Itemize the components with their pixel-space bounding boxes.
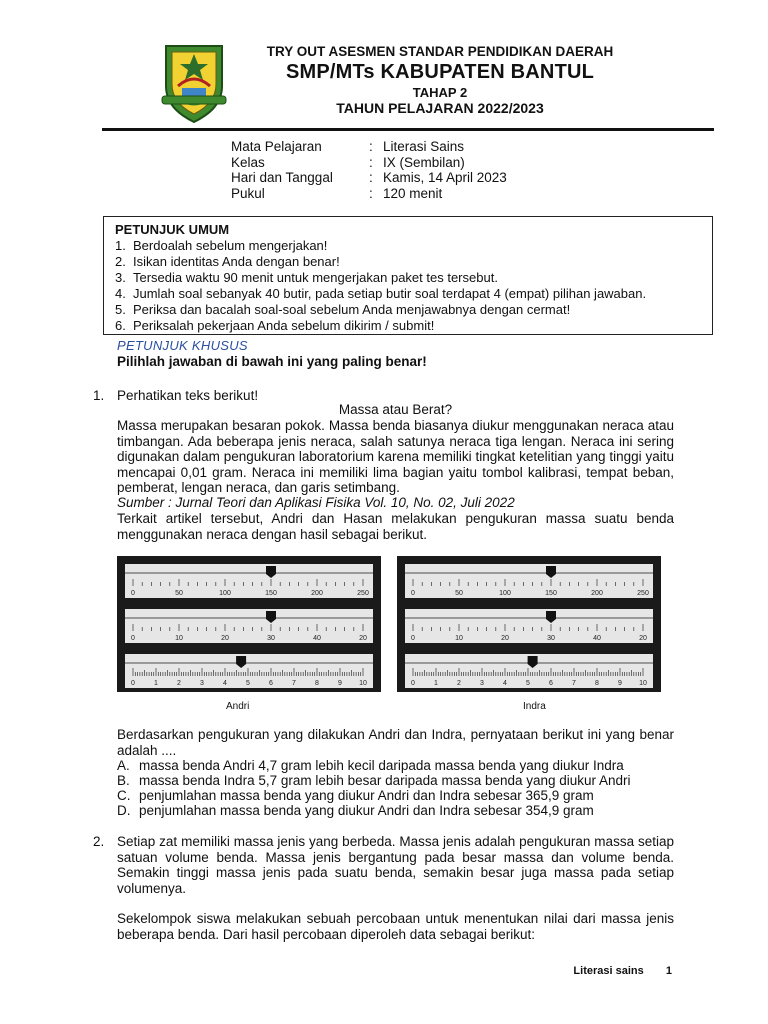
option-text: massa benda Indra 5,7 gram lebih besar daripada massa benda yang diukur Andri (139, 773, 631, 788)
question-body: Setiap zat memiliki massa jenis yang berbeda. Massa jenis adalah pengukuran massa setiap satuan volume benda. Massa jenis bergantung pada besar massa dan volume benda. Semakin tinggi massa jenis pada suatu benda, semakin besar juga massa pada setiap volumenya. (117, 834, 674, 896)
beam (405, 609, 653, 643)
list-item (115, 286, 646, 302)
scale-tick-label: 0 (411, 635, 415, 642)
scale-tick-label: 200 (311, 590, 323, 597)
scale-tick-label: 50 (455, 590, 463, 597)
option-text: massa benda Andri 4,7 gram lebih kecil daripada massa benda yang diukur Indra (139, 758, 624, 773)
scale-tick-label: 0 (131, 635, 135, 642)
question-number: 1. (93, 388, 105, 403)
question-body-2: Sekelompok siswa melakukan sebuah percobaan untuk menentukan nilai dari massa jenis beberapa benda. Dari hasil percobaan diperoleh data sebagai berikut: (117, 911, 674, 942)
scale-tick-label: 0 (411, 590, 415, 597)
scale-tick-label: 3 (480, 680, 484, 687)
question-number: 2. (93, 834, 105, 849)
option-c[interactable] (117, 788, 594, 803)
petunjuk-umum-box (103, 216, 713, 335)
triple-beam-balance-figure (117, 556, 661, 696)
beam-groove (125, 572, 373, 574)
info-value: Literasi Sains (383, 139, 465, 154)
scale-tick-label: 8 (595, 680, 599, 687)
beam-groove (405, 617, 653, 619)
option-a[interactable] (117, 758, 624, 773)
option-letter: A. (117, 758, 130, 773)
scale-tick-label: 150 (545, 590, 557, 597)
scale-tick-label: 10 (455, 635, 463, 642)
option-letter: B. (117, 773, 130, 788)
option-letter: C. (117, 788, 131, 803)
page-number: 1 (665, 965, 672, 977)
panel-label-andri: Andri (226, 701, 250, 712)
scale-tick-label: 0 (131, 680, 135, 687)
scale-tick-label: 20 (359, 635, 367, 642)
list-number: 4. (115, 285, 126, 301)
list-number: 3. (115, 269, 126, 285)
footer-subject: Literasi sains (573, 965, 644, 977)
scale-tick-label: 50 (175, 590, 183, 597)
list-number: 1. (115, 238, 126, 253)
list-item (115, 318, 646, 334)
option-text: penjumlahan massa benda yang diukur Andri dan Indra sebesar 365,9 gram (139, 788, 594, 803)
scale-tick-label: 20 (221, 635, 229, 642)
scale-tick-label: 30 (547, 635, 555, 642)
scale-tick-label: 4 (503, 680, 507, 687)
list-item (115, 254, 646, 270)
panel-label-indra: Indra (523, 701, 546, 712)
header-title: SMP/MTs KABUPATEN BANTUL (285, 61, 595, 83)
list-number: 5. (115, 301, 126, 317)
info-sep: : (369, 139, 373, 154)
beam-groove (125, 617, 373, 619)
info-sep: : (369, 185, 373, 201)
article-title: Massa atau Berat? (338, 402, 453, 417)
scale-tick-label: 200 (591, 590, 603, 597)
scale-tick-label: 9 (338, 680, 342, 687)
scale-tick-label: 2 (457, 680, 461, 687)
scale-tick-label: 6 (549, 680, 553, 687)
article-body: Massa merupakan besaran pokok. Massa benda biasanya diukur menggunakan neraca atau timbangan. Ada beberapa jenis neraca, salah satunya neraca tiga lengan. Neraca ini sering digunakan dalam pengukuran laboratorium karena memiliki tingkat ketelitian yang tinggi yaitu mencapai 0,01 gram. Neraca ini memiliki lima bagian yaitu tombol kalibrasi, tempat beban, pemberat, lengan neraca, dan garis setimbang. (117, 418, 674, 496)
scale-tick-label: 40 (313, 635, 321, 642)
scale-tick-label: 4 (223, 680, 227, 687)
balance-panel-andri (117, 556, 381, 692)
balance-panel-indra (397, 556, 661, 692)
scale-tick-label: 20 (501, 635, 509, 642)
list-text: Periksalah pekerjaan Anda sebelum dikirim / submit! (133, 317, 435, 333)
option-d[interactable] (117, 803, 594, 818)
beam-groove (125, 662, 373, 664)
list-item (115, 270, 646, 286)
info-label: Hari dan Tanggal (231, 170, 333, 185)
scale-tick-label: 40 (593, 635, 601, 642)
beam-groove (405, 572, 653, 574)
exam-info (231, 139, 507, 201)
beam (405, 564, 653, 598)
scale-tick-label: 10 (639, 680, 647, 687)
info-sep: : (369, 170, 373, 185)
scale-tick-label: 9 (618, 680, 622, 687)
scale-tick-label: 7 (292, 680, 296, 687)
scale-tick-label: 20 (639, 635, 647, 642)
scale-tick-label: 2 (177, 680, 181, 687)
petunjuk-umum-title: PETUNJUK UMUM (115, 222, 230, 237)
list-text: Isikan identitas Anda dengan benar! (133, 253, 340, 269)
scale-tick-label: 30 (267, 635, 275, 642)
question-intro: Perhatikan teks berikut! (117, 388, 259, 403)
info-label: Pukul (231, 185, 265, 201)
petunjuk-khusus-heading: PETUNJUK KHUSUS (117, 338, 248, 353)
scale-tick-label: 150 (265, 590, 277, 597)
list-number: 2. (115, 253, 126, 269)
list-item (115, 302, 646, 318)
scale-tick-label: 1 (154, 680, 158, 687)
scale-tick-label: 0 (131, 590, 135, 597)
scale-tick-label: 1 (434, 680, 438, 687)
scale-tick-label: 100 (219, 590, 231, 597)
page-footer (573, 965, 672, 977)
info-value: 120 menit (383, 185, 443, 201)
header-line-1: TRY OUT ASESMEN STANDAR PENDIDIKAN DAERAH (266, 44, 614, 59)
scale-tick-label: 7 (572, 680, 576, 687)
scale-tick-label: 10 (359, 680, 367, 687)
article-source: Sumber : Jurnal Teori dan Aplikasi Fisika Vol. 10, No. 02, Juli 2022 (117, 495, 515, 510)
list-number: 6. (115, 317, 126, 333)
scale-tick-label: 100 (499, 590, 511, 597)
list-item (115, 238, 646, 254)
question-context: Terkait artikel tersebut, Andri dan Hasan melakukan pengukuran massa suatu benda menggunakan neraca dengan hasil sebagai berikut. (117, 511, 674, 542)
info-label: Mata Pelajaran (231, 139, 322, 154)
petunjuk-umum-list (115, 238, 646, 333)
list-text: Berdoalah sebelum mengerjakan! (133, 238, 328, 253)
info-sep: : (369, 154, 373, 170)
scale-tick-label: 8 (315, 680, 319, 687)
header-year: TAHUN PELAJARAN 2022/2023 (336, 100, 544, 116)
info-value: IX (Sembilan) (383, 154, 465, 170)
beam (125, 564, 373, 598)
scale-tick-label: 5 (526, 680, 530, 687)
instruction-text: Pilihlah jawaban di bawah ini yang paling benar! (117, 354, 427, 369)
scale-tick-label: 3 (200, 680, 204, 687)
scale-tick-label: 0 (411, 680, 415, 687)
question-text: Berdasarkan pengukuran yang dilakukan Andri dan Indra, pernyataan berikut ini yang benar adalah .... (117, 727, 674, 758)
header-stage: TAHAP 2 (412, 85, 468, 100)
scale-tick-label: 5 (246, 680, 250, 687)
scale-tick-label: 250 (357, 590, 369, 597)
option-letter: D. (117, 803, 131, 818)
scale-tick-label: 250 (637, 590, 649, 597)
option-text: penjumlahan massa benda yang diukur Andri dan Indra sebesar 354,9 gram (139, 803, 594, 818)
scale-tick-label: 10 (175, 635, 183, 642)
list-text: Periksa dan bacalah soal-soal sebelum Anda menjawabnya dengan cermat! (133, 301, 571, 317)
list-text: Tersedia waktu 90 menit untuk mengerjakan paket tes tersebut. (133, 269, 498, 285)
list-text: Jumlah soal sebanyak 40 butir, pada setiap butir soal terdapat 4 (empat) pilihan jawaban. (133, 285, 647, 301)
kabupaten-bantul-emblem (160, 42, 228, 124)
beam (125, 609, 373, 643)
scale-tick-label: 6 (269, 680, 273, 687)
header-divider (102, 128, 714, 131)
option-b[interactable] (117, 773, 631, 788)
info-label: Kelas (231, 154, 265, 170)
info-value: Kamis, 14 April 2023 (383, 170, 507, 185)
